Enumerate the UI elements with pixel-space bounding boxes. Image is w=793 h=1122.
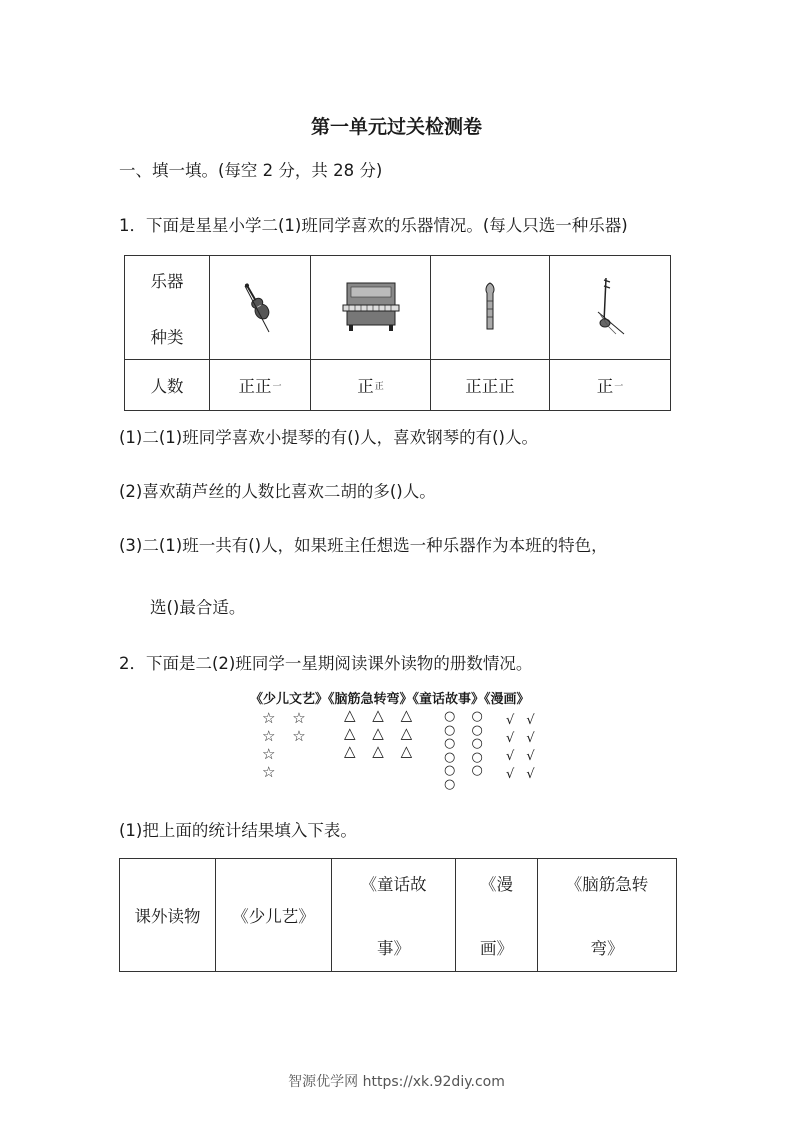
instrument-type-label bbox=[125, 256, 210, 360]
instrument-table bbox=[124, 255, 671, 411]
section-heading: 一、填一填。(每空 2 分，共 28 分) bbox=[119, 161, 383, 180]
col-naojin-line2: 弯》 bbox=[590, 939, 624, 958]
circle-row: ○ ○ bbox=[444, 736, 489, 751]
q1-sub2: (2)喜欢葫芦丝的人数比喜欢二胡的多()人。 bbox=[119, 482, 436, 501]
col-manhua-line2: 画》 bbox=[480, 939, 513, 958]
q1-sub3: (3)二(1)班一共有()人，如果班主任想选一种乐器作为本班的特色， bbox=[119, 536, 608, 555]
count-row bbox=[125, 360, 671, 411]
label-type: 种类 bbox=[150, 327, 184, 347]
checks-column bbox=[506, 712, 539, 784]
star-row: ☆ bbox=[262, 745, 282, 763]
tally-mark-small: 正 bbox=[374, 382, 384, 392]
page-title: 第一单元过关检测卷 bbox=[310, 116, 482, 138]
instrument-row bbox=[125, 256, 671, 360]
violin-icon bbox=[235, 276, 285, 336]
col-tonghua-line2: 事》 bbox=[377, 939, 410, 958]
erhu-icon bbox=[588, 274, 632, 338]
circle-row: ○ ○ bbox=[444, 763, 489, 778]
question-2: 2．下面是二(2)班同学一星期阅读课外读物的册数情况。 bbox=[119, 654, 533, 673]
q1-sub1: (1)二(1)班同学喜欢小提琴的有()人，喜欢钢琴的有()人。 bbox=[119, 428, 538, 447]
star-row: ☆ ☆ bbox=[262, 727, 312, 745]
tally-erhu bbox=[550, 360, 671, 411]
star-row: ☆ bbox=[262, 763, 282, 781]
label-instrument: 乐器 bbox=[150, 271, 184, 291]
tally-mark: 正正正 bbox=[465, 377, 515, 396]
circles-column bbox=[444, 710, 489, 791]
col-naojin-line1: 《脑筋急转 bbox=[565, 875, 649, 894]
triangles-column bbox=[344, 706, 418, 760]
check-row: √ √ bbox=[506, 731, 539, 746]
footer-watermark: 智源优学网 https://xk.92diy.com bbox=[288, 1074, 505, 1090]
col-manhua bbox=[456, 859, 538, 972]
circle-row: ○ ○ bbox=[444, 749, 489, 765]
tally-mark: 正正 bbox=[238, 377, 272, 396]
reading-header-row bbox=[120, 859, 677, 972]
reading-table bbox=[119, 858, 677, 972]
triangle-row: △ △ △ bbox=[344, 706, 419, 724]
tally-mark: 正 bbox=[596, 377, 614, 396]
hulusi-cell bbox=[431, 256, 550, 360]
q1-sub3-cont: 选()最合适。 bbox=[150, 598, 246, 617]
erhu-cell bbox=[550, 256, 671, 360]
q2-sub1: (1)把上面的统计结果填入下表。 bbox=[119, 821, 357, 840]
count-label: 人数 bbox=[125, 360, 210, 411]
figure-header: 《少儿文艺》《脑筋急转弯》《童话故事》《漫画》 bbox=[250, 692, 530, 707]
piano-cell bbox=[311, 256, 431, 360]
circle-row: ○ ○ bbox=[444, 709, 489, 724]
star-row: ☆ ☆ bbox=[262, 709, 312, 727]
tally-piano bbox=[311, 360, 431, 411]
tally-mark-small: 一 bbox=[272, 382, 282, 392]
violin-cell bbox=[210, 256, 311, 360]
stars-column bbox=[262, 709, 312, 781]
circle-row: ○ bbox=[444, 776, 462, 792]
col-manhua-line1: 《漫 bbox=[480, 875, 513, 894]
col-naojin bbox=[538, 859, 677, 972]
piano-icon bbox=[339, 279, 403, 333]
question-1: 1．下面是星星小学二(1)班同学喜欢的乐器情况。(每人只选一种乐器) bbox=[119, 216, 628, 235]
col-reading-material: 课外读物 bbox=[120, 859, 216, 972]
tally-hulusi bbox=[431, 360, 550, 411]
check-row: √ √ bbox=[506, 767, 539, 782]
col-tonghua-line1: 《童话故 bbox=[360, 875, 427, 894]
tally-violin bbox=[210, 360, 311, 411]
circle-row: ○ ○ bbox=[444, 722, 489, 738]
triangle-row: △ △ △ bbox=[344, 724, 419, 742]
check-row: √ √ bbox=[506, 749, 539, 764]
tally-mark: 正 bbox=[357, 377, 374, 396]
tally-mark-small: 一 bbox=[614, 382, 624, 392]
hulusi-icon bbox=[478, 279, 502, 333]
col-shaoer: 《少儿艺》 bbox=[216, 859, 332, 972]
check-row: √ √ bbox=[506, 713, 539, 728]
triangle-row: △ △ △ bbox=[344, 742, 419, 760]
col-tonghua bbox=[332, 859, 456, 972]
